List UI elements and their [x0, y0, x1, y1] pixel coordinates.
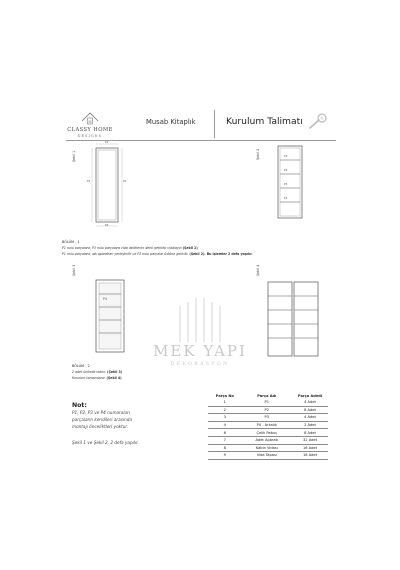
- cell: Çelik Pabuç: [242, 429, 292, 437]
- cell: 4: [208, 421, 242, 429]
- cell: Kabin Vidası: [242, 444, 292, 452]
- note-line-1: P1, P2, P3 ve P4 numaraları: [72, 410, 130, 415]
- watermark: [140, 296, 260, 376]
- figure-2-shelf-2: P3: [284, 169, 288, 172]
- header-parca-no: Parça No: [215, 393, 234, 398]
- cell: 16 Adet: [292, 444, 328, 452]
- figure-3-label: Şekil 3: [72, 264, 76, 276]
- table-row: [208, 406, 328, 414]
- note-line-5: Şekil 1 ve Şekil 2, 2 defa yapılır.: [72, 440, 139, 445]
- section-1-line-1: [62, 246, 198, 250]
- house-icon: [62, 110, 118, 126]
- section-2-line-2-text: Kurulum tamamlanır.: [72, 376, 107, 380]
- wrench-icon: [306, 112, 330, 132]
- figure-1-dim-left: P2: [87, 180, 91, 183]
- table-header-row: [208, 392, 328, 399]
- note-line-2: parçaların kendileri arasında: [72, 417, 132, 422]
- cell: 8: [208, 444, 242, 452]
- figure-2-label: Şekil 2: [256, 148, 260, 160]
- section-2-line-1-ref: (Şekil 3): [107, 370, 123, 374]
- figure-3-part: P4: [103, 297, 107, 301]
- section-1-line-1-text: P1 nolu parçalara, P3 nolu parçalara vida deliklerini denk getirilip vidalayın: [62, 246, 183, 250]
- table-row: [208, 414, 328, 422]
- figure-1-dim-bottom: P4: [105, 224, 109, 227]
- cell: 9: [208, 452, 242, 460]
- watermark-name: MEK YAPI: [153, 342, 247, 360]
- product-name: Musab Kitaplık: [146, 118, 196, 126]
- section-2-line-2-ref: (Şekil 4): [106, 376, 122, 380]
- table-row: [208, 444, 328, 452]
- section-1-line-2: [62, 252, 253, 256]
- svg-text:H: H: [88, 119, 92, 124]
- section-1-line-1-ref: (Şekil 1): [182, 246, 198, 250]
- note-title: Not:: [72, 402, 87, 409]
- figure-2-drawing: [272, 142, 312, 222]
- section-2-line-1: [72, 370, 122, 374]
- cell: P1: [242, 399, 292, 406]
- table-row: [208, 421, 328, 429]
- note-line-3: montajı önceliktleri yoktur.: [72, 424, 129, 429]
- section-2-line-2: [72, 376, 122, 380]
- section-1-line-2-text: P1 nolu parçalara, adı aparatları yerleştirilir ve P2 nolu parçalar üstüne getirilir.: [62, 252, 190, 256]
- section-2-heading: BÖLÜM - 2: [72, 364, 90, 368]
- section-2-line-1-text: 2 adet ünitede takılır.: [72, 370, 108, 374]
- page-title: Kurulum Talimatı: [226, 116, 303, 127]
- brand-name: CLASSY HOME: [67, 127, 113, 133]
- figure-2-shelf-1: P3: [284, 155, 288, 158]
- cell: P2: [242, 406, 292, 414]
- parts-table: [208, 392, 328, 460]
- table-row: [208, 399, 328, 406]
- header-parca-adedi: Parça Adedi: [297, 393, 323, 398]
- cell: 16 Adet: [292, 452, 328, 460]
- table-row: [208, 436, 328, 444]
- figure-2-shelf-4: P3: [284, 197, 288, 200]
- figure-1-drawing: [84, 140, 154, 228]
- cell: 2: [208, 406, 242, 414]
- cell: Adet Aparatı: [242, 436, 292, 444]
- cell: 8 Adet: [292, 429, 328, 437]
- table-row: [208, 429, 328, 437]
- cell: 32 Adet: [292, 436, 328, 444]
- watermark-lines: [140, 296, 260, 346]
- cell: 6: [208, 429, 242, 437]
- cell: 7: [208, 436, 242, 444]
- cell: 4 Adet: [292, 414, 328, 422]
- watermark-sub: DEKORASYON: [170, 362, 230, 367]
- cell: 2 Adet: [292, 421, 328, 429]
- table-row: [208, 452, 328, 460]
- figure-4-drawing: [264, 280, 324, 360]
- figure-1-dim-top: P1: [105, 141, 109, 144]
- figure-2-shelf-3: P3: [284, 183, 288, 186]
- section-1-line-2-ref: (Şekil 2). Bu işlemler 2 defa yapılır.: [189, 252, 253, 256]
- header-divider: [214, 110, 215, 138]
- figure-4-label: Şekil 4: [256, 264, 260, 276]
- figure-1-label: Şekil 1: [72, 150, 76, 162]
- cell: P4 - Arkalık: [242, 421, 292, 429]
- cell: P3: [242, 414, 292, 422]
- cell: 8 Adet: [292, 406, 328, 414]
- cell: 3: [208, 414, 242, 422]
- figure-1-dim-right: P2: [123, 180, 127, 183]
- cell: Vida Tapası: [242, 452, 292, 460]
- section-1-heading: BÖLÜM - 1: [62, 240, 80, 244]
- cell: 1: [208, 399, 242, 406]
- cell: 4 Adet: [292, 399, 328, 406]
- header-parca-adi: Parça Adı: [257, 393, 277, 398]
- figure-3-drawing: [90, 276, 140, 356]
- brand-tagline: DESIGNS: [77, 134, 103, 138]
